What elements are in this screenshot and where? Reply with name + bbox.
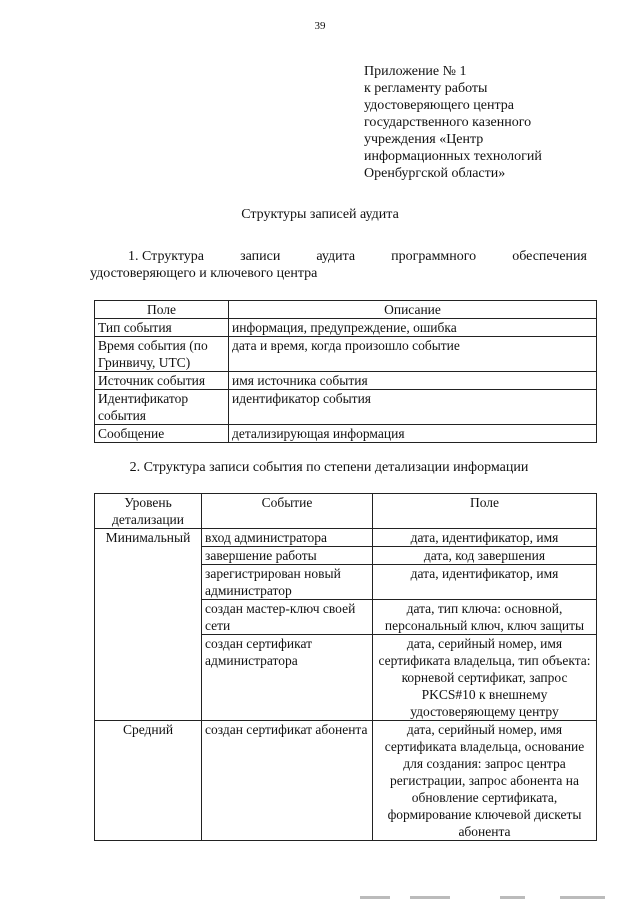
table-header-row xyxy=(95,301,597,319)
table-row xyxy=(95,319,597,337)
table-row xyxy=(95,529,597,547)
event-cell: создан мастер-ключ своей сети xyxy=(202,600,373,635)
table-row xyxy=(95,390,597,425)
table-row xyxy=(95,425,597,443)
level-cell xyxy=(95,635,202,721)
level-cell xyxy=(95,600,202,635)
level-cell xyxy=(95,547,202,565)
desc-cell: дата и время, когда произошло событие xyxy=(229,337,597,372)
event-cell: вход администратора xyxy=(202,529,373,547)
appendix-line: удостоверяющего центра xyxy=(364,98,514,113)
appendix-line: учреждения «Центр xyxy=(364,132,484,147)
event-cell: завершение работы xyxy=(202,547,373,565)
field-cell: Идентификатор события xyxy=(95,390,229,425)
event-detail-table xyxy=(94,493,597,841)
scan-artifact xyxy=(500,896,525,899)
table-row xyxy=(95,721,597,841)
page-number: 39 xyxy=(314,20,326,32)
appendix-line: Оренбургской области» xyxy=(364,166,506,181)
appendix-block xyxy=(364,63,542,182)
table-row xyxy=(95,635,597,721)
desc-cell: идентификатор события xyxy=(229,390,597,425)
appendix-line: Приложение № 1 xyxy=(364,64,467,79)
table-row xyxy=(95,547,597,565)
table-row xyxy=(95,565,597,600)
document-title: Структуры записей аудита xyxy=(241,207,399,222)
section2-heading: 2. Структура записи события по степени детализации информации xyxy=(129,460,529,475)
heading-word: программного xyxy=(391,249,477,264)
table-row xyxy=(95,600,597,635)
appendix-line: государственного казенного xyxy=(364,115,532,130)
field-cell: Тип события xyxy=(95,319,229,337)
field-cell: Источник события xyxy=(95,372,229,390)
field-cell: дата, идентификатор, имя xyxy=(373,529,597,547)
section1-heading xyxy=(90,248,587,282)
event-cell: создан сертификат абонента xyxy=(202,721,373,841)
appendix-line: информационных технологий xyxy=(364,149,542,164)
field-cell: дата, идентификатор, имя xyxy=(373,565,597,600)
event-cell: зарегистрирован новый администратор xyxy=(202,565,373,600)
event-cell: создан сертификат администратора xyxy=(202,635,373,721)
appendix-line: к регламенту работы xyxy=(364,81,488,96)
heading-word: 1. Структура xyxy=(128,249,205,264)
level-cell xyxy=(95,565,202,600)
level-cell: Минимальный xyxy=(95,529,202,547)
desc-cell: имя источника события xyxy=(229,372,597,390)
heading-line2: удостоверяющего и ключевого центра xyxy=(90,266,318,281)
desc-cell: детализирующая информация xyxy=(229,425,597,443)
level-cell: Средний xyxy=(95,721,202,841)
column-header: Поле xyxy=(373,494,597,529)
column-header: Поле xyxy=(95,301,229,319)
field-cell: дата, серийный номер, имя сертификата владельца, тип объекта: корневой сертификат, запрос PKCS#10 к внешнему удостоверяющему центру xyxy=(373,635,597,721)
table-header-row xyxy=(95,494,597,529)
heading-word: записи xyxy=(240,249,281,264)
column-header: Описание xyxy=(229,301,597,319)
table-row xyxy=(95,372,597,390)
column-header: Событие xyxy=(202,494,373,529)
heading-word: аудита xyxy=(316,249,356,264)
field-cell: дата, серийный номер, имя сертификата владельца, основание для создания: запрос центра регистрации, запрос абонента на обновление сертификата, формирование ключевой дискеты абонента xyxy=(373,721,597,841)
field-cell: Время события (по Гринвичу, UTC) xyxy=(95,337,229,372)
scan-artifact xyxy=(360,896,390,899)
table-row xyxy=(95,337,597,372)
audit-record-table xyxy=(94,300,597,443)
column-header: Уровень детализации xyxy=(95,494,202,529)
scan-artifact xyxy=(560,896,605,899)
field-cell: Сообщение xyxy=(95,425,229,443)
heading-word: обеспечения xyxy=(512,249,587,264)
desc-cell: информация, предупреждение, ошибка xyxy=(229,319,597,337)
field-cell: дата, тип ключа: основной, персональный ключ, ключ защиты xyxy=(373,600,597,635)
scan-artifact xyxy=(410,896,450,899)
field-cell: дата, код завершения xyxy=(373,547,597,565)
